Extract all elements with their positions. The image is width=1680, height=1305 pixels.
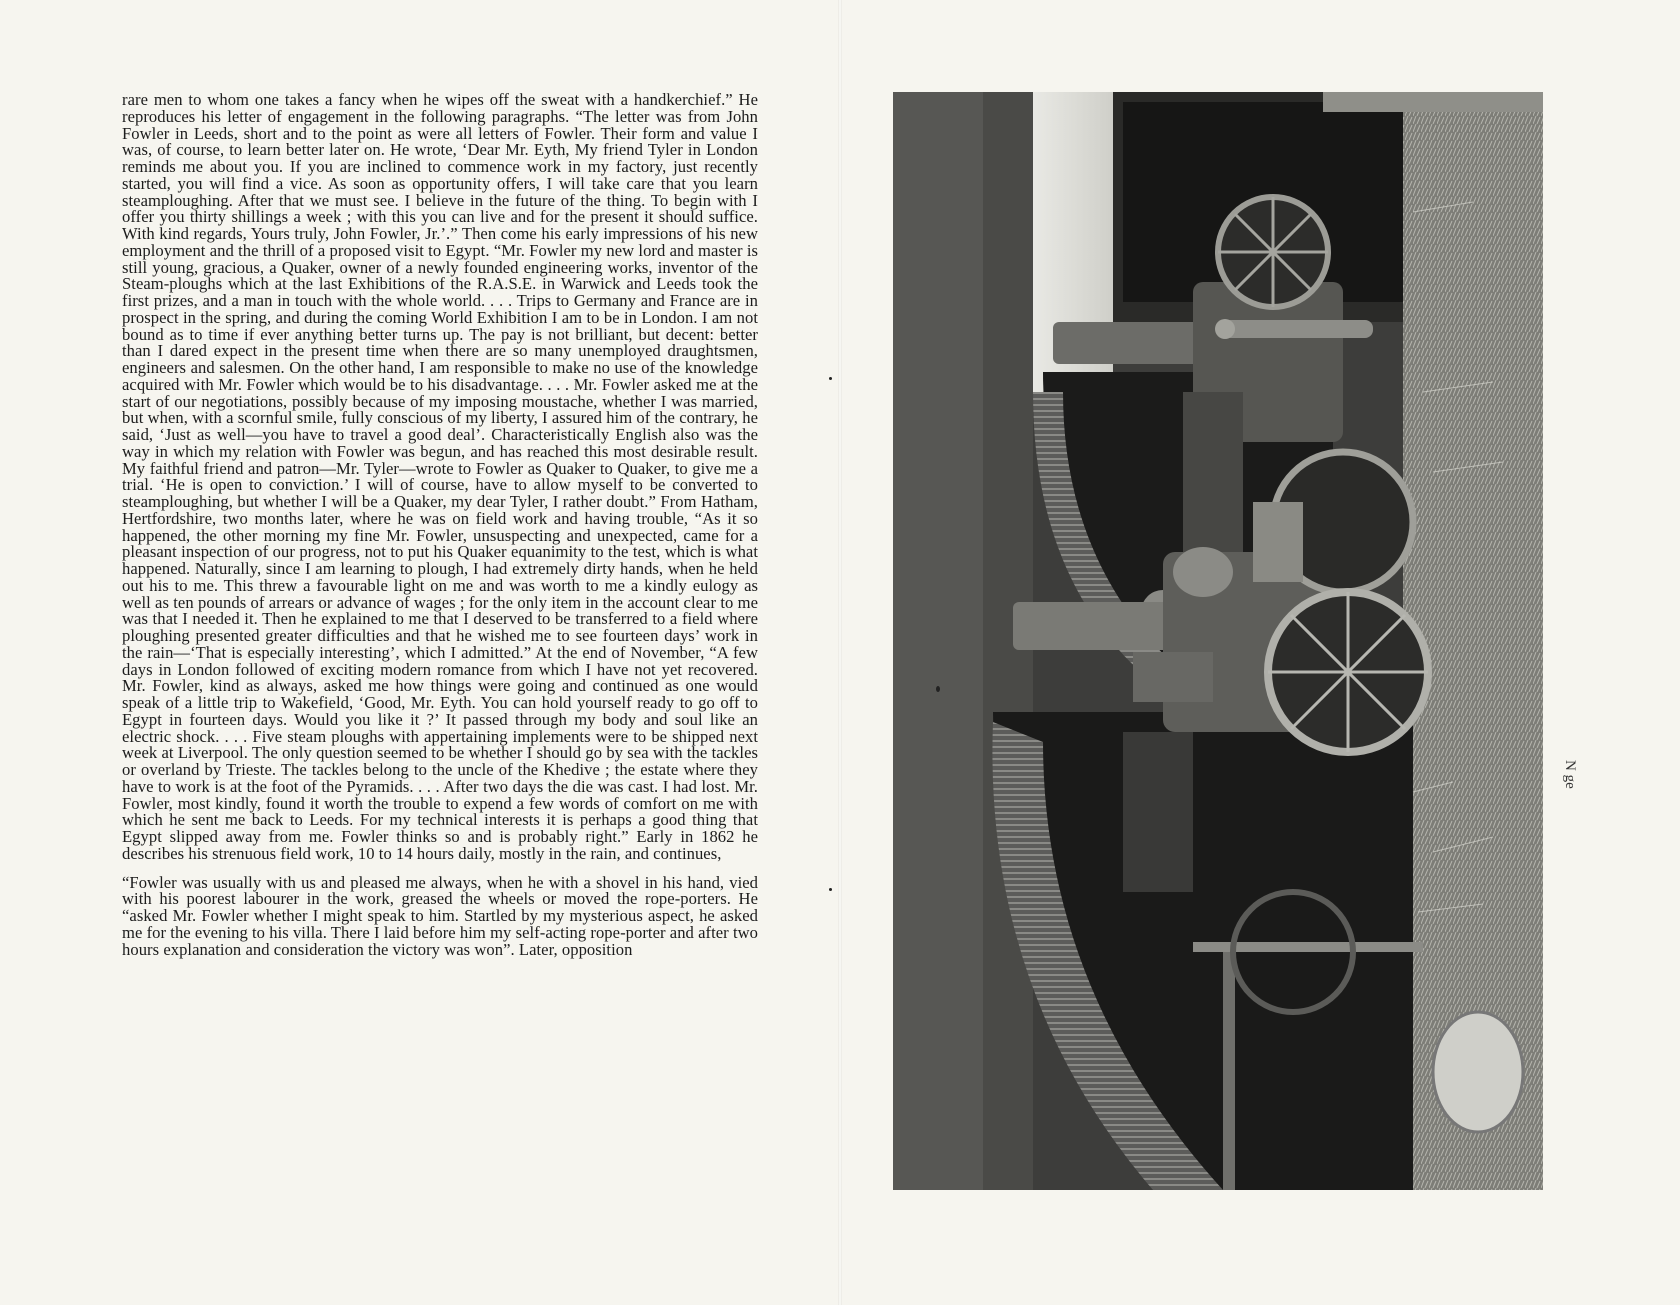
left-page-text bbox=[122, 92, 758, 958]
body-paragraph-1: rare men to whom one takes a fancy when he wipes off the sweat with a handkerchief.” He reproduces his letter of engagement in the following paragraphs. “The letter was from John Fowler in Leeds, short and to the point as were all letters of Fowler. Their form and value I was, of course, to learn better later on. He wrote, ‘Dear Mr. Eyth, My friend Tyler in London reminds me about you. If you are inclined to commence work in my factory, just recently started, you will find a vice. As soon as opportunity offers, I will take care that you learn steamploughing. After that we must see. I believe in the future of the thing. To begin with I offer you thirty shillings a week ; with this you can live and for the present it should suffice. With kind regards, Yours truly, John Fowler, Jr.’.” Then come his early impressions of his new employment and the thrill of a proposed visit to Egypt. “Mr. Fowler my new lord and master is still young, gracious, a Quaker, owner of a newly founded engineering works, inventor of the Steam-ploughs which at the last Exhibitions of the R.A.S.E. in Warwick and Leeds took the first prizes, and a man in touch with the whole world. . . . Trips to Germany and France are in prospect in the spring, and during the coming World Exhibition I am to be in London. I am not bound as to time if ever anything better turns up. The pay is not brilliant, but decent: better than I dared expect in the present time when there are so many unemployed draughtsmen, engineers and salesmen. On the other hand, I am responsible to make no use of the knowledge acquired with Mr. Fowler which would be to his disadvantage. . . . Mr. Fowler asked me at the start of our negotiations, possibly because of my imposing moustache, whether I was married, but when, with a scornful smile, fully conscious of my liberty, I assured him of the contrary, he said, ‘Just as well—you have to travel a good deal’. Characteristically English also was the way in which my relation with Fowler was begun, and has reached this most desirable result. My faithful friend and patron—Mr. Tyler—wrote to Fowler as Quaker to Quaker, to give me a trial. ‘He is open to conviction.’ I will of course, have to allow myself to be converted to steamploughing, but whether I will be a Quaker, my dear Tyler, I rather doubt.” From Hatham, Hertfordshire, two months later, where he was on field work and having trouble, “As it so happened, the other morning my fine Mr. Fowler, unsuspecting and unexpected, came for a pleasant inspection of our progress, not to put his Quaker equanimity to the test, which is what happened. Naturally, since I am learning to plough, I had extremely dirty hands, when he held out his to me. This threw a favourable light on me and was worth to me a kindly eulogy as well as ten pounds of arrears or advance of wages ; for the only item in the account clear to me was that I needed it. Then he explained to me that I deserved to be transferred to a field where ploughing presented greater difficulties and that he wished me to see fourteen days’ work in the rain—‘That is especially interesting’, which I admitted.” At the end of November, “A few days in London followed of exciting modern romance from which I have not yet recovered. Mr. Fowler, kind as always, asked me how things were going and continued as one would speak of a little trip to Wakefield, ‘Good, Mr. Eyth. You can hold yourself ready to go off to Egypt in fourteen days. Would you like it ?’ It passed through my body and soul like an electric shock. . . . Five steam ploughs with appertaining implements were to be shipped next week at Liverpool. The only question seemed to be whether I should go by sea with the tackles or overland by Trieste. The tackles belong to the uncle of the Khedive ; the estate where they have to work is at the foot of the Pyramids. . . . After two days the die was cast. I had lost. Mr. Fowler, most kindly, found it worth the trouble to expend a few words of comfort on me with which he sent me back to Leeds. For my technical interests it is perhaps a good thing that Egypt slipped away from me. Fowler thinks so and is probably right.” Early in 1862 he describes his strenuous field work, 10 to 14 hours daily, mostly in the rain, and continues, bbox=[122, 90, 758, 863]
page-speck bbox=[829, 888, 832, 891]
body-paragraph-2: “Fowler was usually with us and pleased me always, when he with a shovel in his hand, vied with his poorest labourer in the work, greased the wheels or moved the rope-porters. He “asked Mr. Fowler whether I might speak to him. Startled by my mysterious aspect, he asked me for the evening to his villa. There I laid before him my self-acting rope-porter and after two hours explanation and consideration the victory was won”. Later, opposition bbox=[122, 872, 758, 959]
margin-caption: N ge bbox=[1562, 760, 1578, 789]
page-speck bbox=[936, 686, 940, 692]
page-fold bbox=[838, 0, 842, 1305]
page-speck bbox=[829, 377, 832, 380]
steam-plough-photo bbox=[893, 92, 1543, 1190]
photo-illustration bbox=[893, 92, 1543, 1190]
